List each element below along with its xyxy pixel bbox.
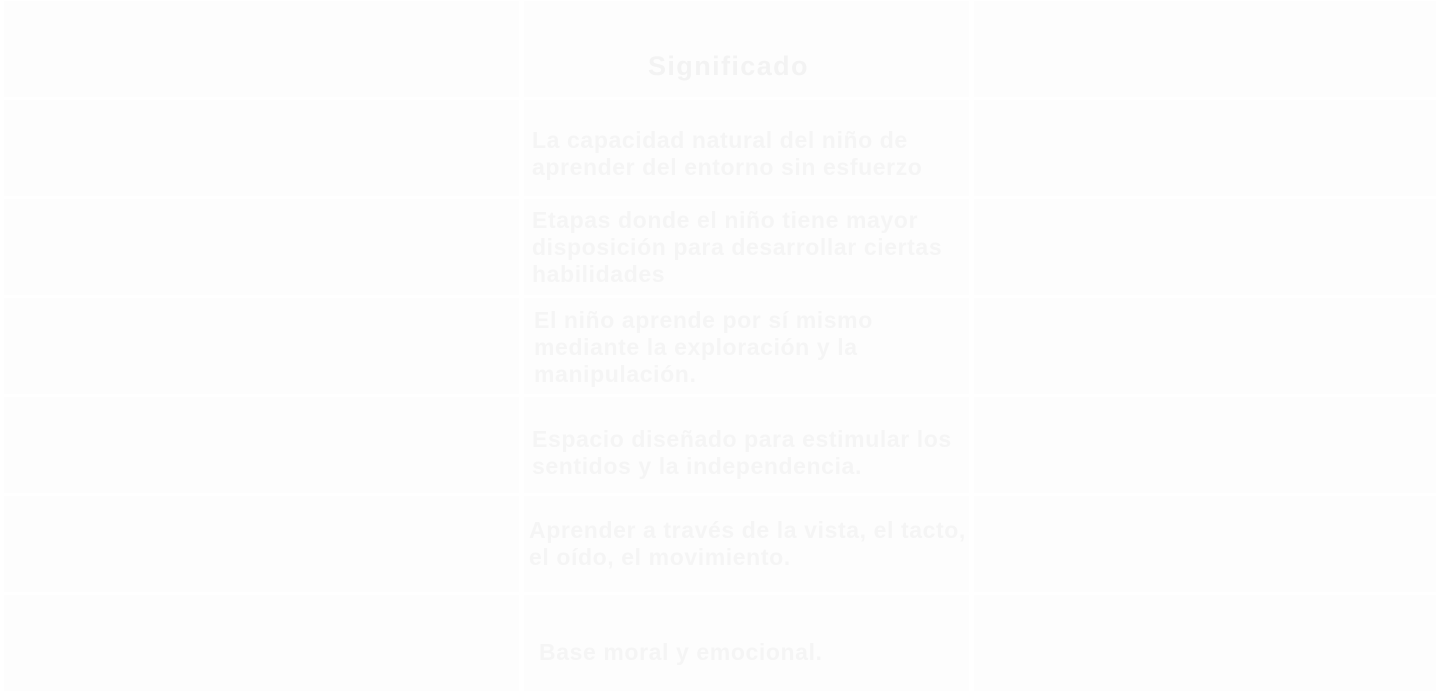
meaning-cell (524, 100, 969, 196)
table-row (0, 298, 1440, 397)
header-cell-answer (974, 1, 1436, 97)
meaning-cell (524, 496, 969, 592)
answer-cell[interactable] (974, 199, 1436, 295)
term-cell[interactable] (4, 298, 519, 394)
answer-cell[interactable] (974, 397, 1436, 493)
meaning-cell (524, 199, 969, 295)
meaning-text: Aprender a través de la vista, el tacto, el oído, el movimiento. (529, 517, 966, 570)
answer-cell[interactable] (974, 496, 1436, 592)
table-row (0, 595, 1440, 694)
meaning-cell (524, 397, 969, 493)
term-cell[interactable] (4, 496, 519, 592)
term-cell[interactable] (4, 100, 519, 196)
meaning-text: El niño aprende por sí mismo mediante la exploración y la manipulación. (534, 307, 873, 387)
meaning-cell (524, 298, 969, 394)
meaning-text: La capacidad natural del niño de aprender del entorno sin esfuerzo (532, 127, 923, 180)
answer-cell[interactable] (974, 298, 1436, 394)
answer-cell[interactable] (974, 595, 1436, 691)
table-header-row (0, 0, 1440, 99)
header-cell-term (4, 1, 519, 97)
meaning-text: Espacio diseñado para estimular los sentidos y la independencia. (532, 426, 952, 479)
table-row (0, 100, 1440, 199)
term-cell[interactable] (4, 199, 519, 295)
meaning-text: Base moral y emocional. (539, 639, 823, 665)
header-cell-meaning (524, 1, 969, 97)
meaning-cell (524, 595, 969, 691)
term-cell[interactable] (4, 397, 519, 493)
table-row (0, 199, 1440, 298)
table-row (0, 496, 1440, 595)
table-row (0, 397, 1440, 496)
term-cell[interactable] (4, 595, 519, 691)
answer-cell[interactable] (974, 100, 1436, 196)
header-meaning-label: Significado (648, 51, 809, 81)
meaning-text: Etapas donde el niño tiene mayor disposición para desarrollar ciertas habilidades (532, 207, 943, 287)
